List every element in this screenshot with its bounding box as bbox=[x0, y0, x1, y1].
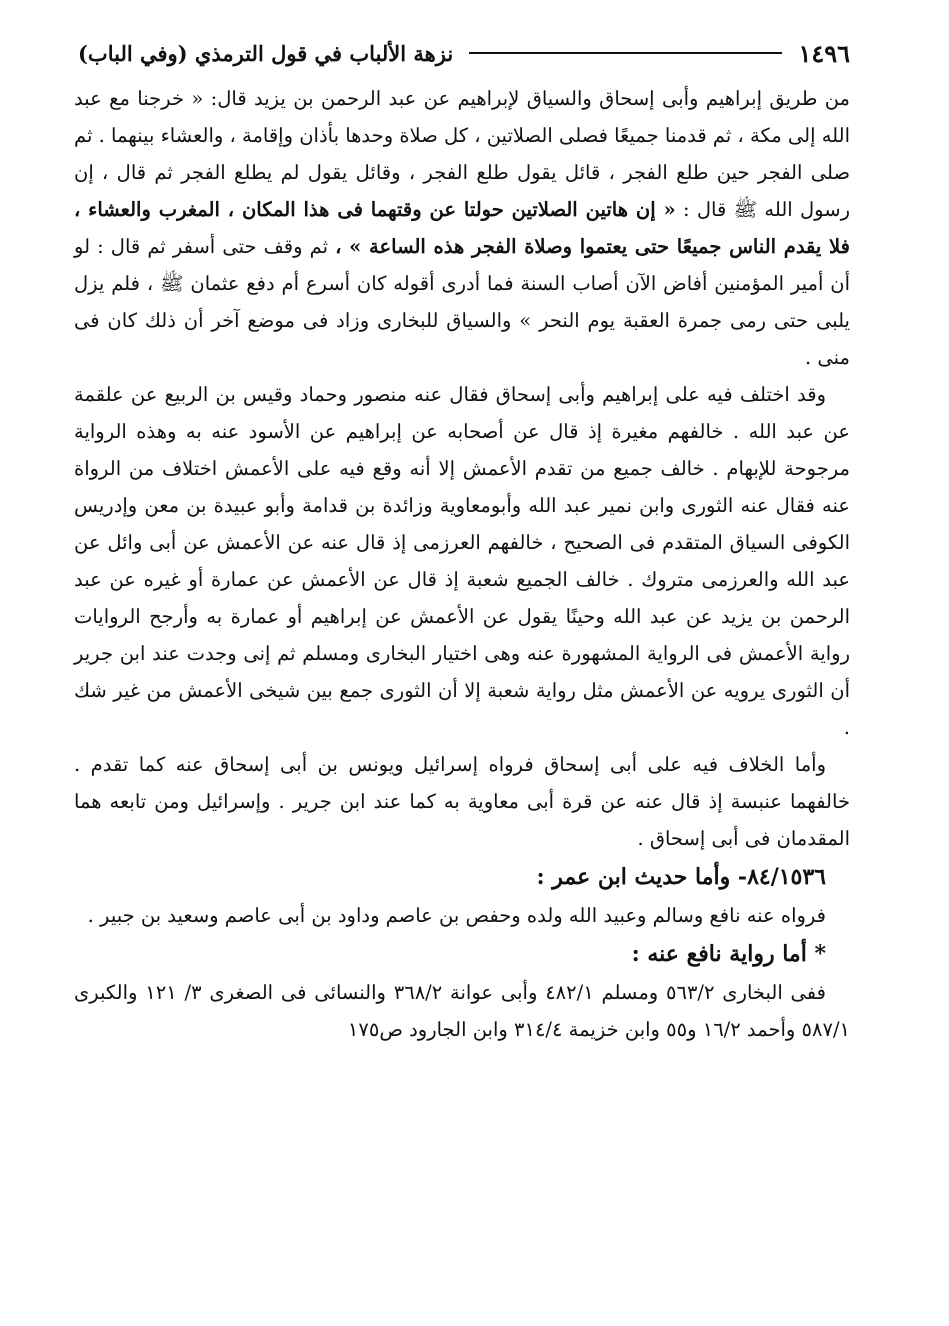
paragraph-hadith-text bbox=[74, 80, 850, 376]
running-header bbox=[78, 36, 850, 70]
paragraph-hadith-bold-quote: « إن هاتين الصلاتين حولتا عن وقتهما فى هذا المكان ، المغرب والعشاء ، فلا يقدم الناس جميعًا حتى يعتموا وصلاة الفجر هذه الساعة » ، bbox=[74, 198, 850, 258]
section-heading-nafi: * أما رواية نافع عنه : bbox=[631, 941, 826, 967]
header-rule bbox=[469, 52, 782, 54]
page-number: ١٤٩٦ bbox=[798, 38, 850, 68]
paragraph-ibn-umar-narrators: فرواه عنه نافع وسالم وعبيد الله ولده وحفص بن عاصم وداود بن أبى عاصم وسعيد بن جبير . bbox=[87, 904, 826, 927]
page-body bbox=[74, 80, 850, 1048]
section-heading-ibn-umar: ٨٤/١٥٣٦- وأما حديث ابن عمر : bbox=[536, 864, 826, 890]
book-title: نزهة الألباب في قول الترمذي (وفي الباب) bbox=[78, 40, 454, 66]
paragraph-nafi-references: ففى البخارى ٥٦٣/٢ ومسلم ٤٨٢/١ وأبى عوانة ٣٦٨/٢ والنسائى فى الصغرى ٣/ ١٢١ والكبرى ٥٨٧/١ وأحمد ١٦/٢ و٥٥ وابن خزيمة ٣١٤/٤ وابن الجارود ص١٧٥ bbox=[74, 981, 850, 1041]
paragraph-hadith-continuation: ثم وقف حتى أسفر ثم قال : لو أن أمير المؤمنين أفاض الآن أصاب السنة فما أدرى أقوله كان أسرع أم دفع عثمان ﷺ ، فلم يزل يلبى حتى رمى جمرة العقبة يوم النحر » والسياق للبخارى وزاد فى موضع آخر أن ذلك كان فى منى . bbox=[74, 235, 850, 369]
paragraph-ibrahim-disagreement: وقد اختلف فيه على إبراهيم وأبى إسحاق فقال عنه منصور وحماد وقيس بن الربيع عن علقمة عن عبد الله . خالفهم مغيرة إذ قال عن أصحابه عن إبراهيم عن الأسود عنه به وهذه الرواية مرجوحة للإبهام . خالف جميع من تقدم الأعمش إلا أنه وقع فيه على الأعمش اختلاف من الرواة عنه فقال عنه الثورى وابن نمير عبد الله وأبومعاوية وزائدة بن قدامة وأبو عبيدة بن معن وإدريس الكوفى السياق المتقدم فى الصحيح ، خالفهم العرزمى إذ قال عنه عن الأعمش عن أبى وائل عن عبد الله والعرزمى متروك . خالف الجميع شعبة إذ قال عن الأعمش عن عمارة أو غيره عن عبد الرحمن بن يزيد عن عبد الله وحينًا يقول عن الأعمش عن إبراهيم أو عمارة به وأرجح الروايات رواية الأعمش فى الرواية المشهورة عنه وهى اختيار البخارى ومسلم ثم إنى وجدت عند ابن جرير أن الثورى يرويه عن الأعمش مثل رواية شعبة إلا أن الثورى جمع بين شيخى الأعمش من غير شك . bbox=[74, 383, 850, 739]
paragraph-abu-ishaq-disagreement: وأما الخلاف فيه على أبى إسحاق فرواه إسرائيل ويونس بن أبى إسحاق عنه كما تقدم . خالفهما عنبسة إذ قال عنه عن قرة أبى معاوية به كما عند ابن جرير . وإسرائيل ومن تابعه هما المقدمان فى أبى إسحاق . bbox=[74, 753, 850, 850]
paragraph-hadith-intro: من طريق إبراهيم وأبى إسحاق والسياق لإبراهيم عن عبد الرحمن بن يزيد قال: « خرجنا مع عبد الله إلى مكة ، ثم قدمنا جميعًا فصلى الصلاتين ، كل صلاة وحدها بأذان وإقامة ، والعشاء بينهما . ثم صلى الفجر حين طلع الفجر ، قائل يقول طلع الفجر ، وقائل يقول لم يطلع الفجر ثم قال ، إن رسول الله ﷺ قال : bbox=[74, 87, 850, 221]
